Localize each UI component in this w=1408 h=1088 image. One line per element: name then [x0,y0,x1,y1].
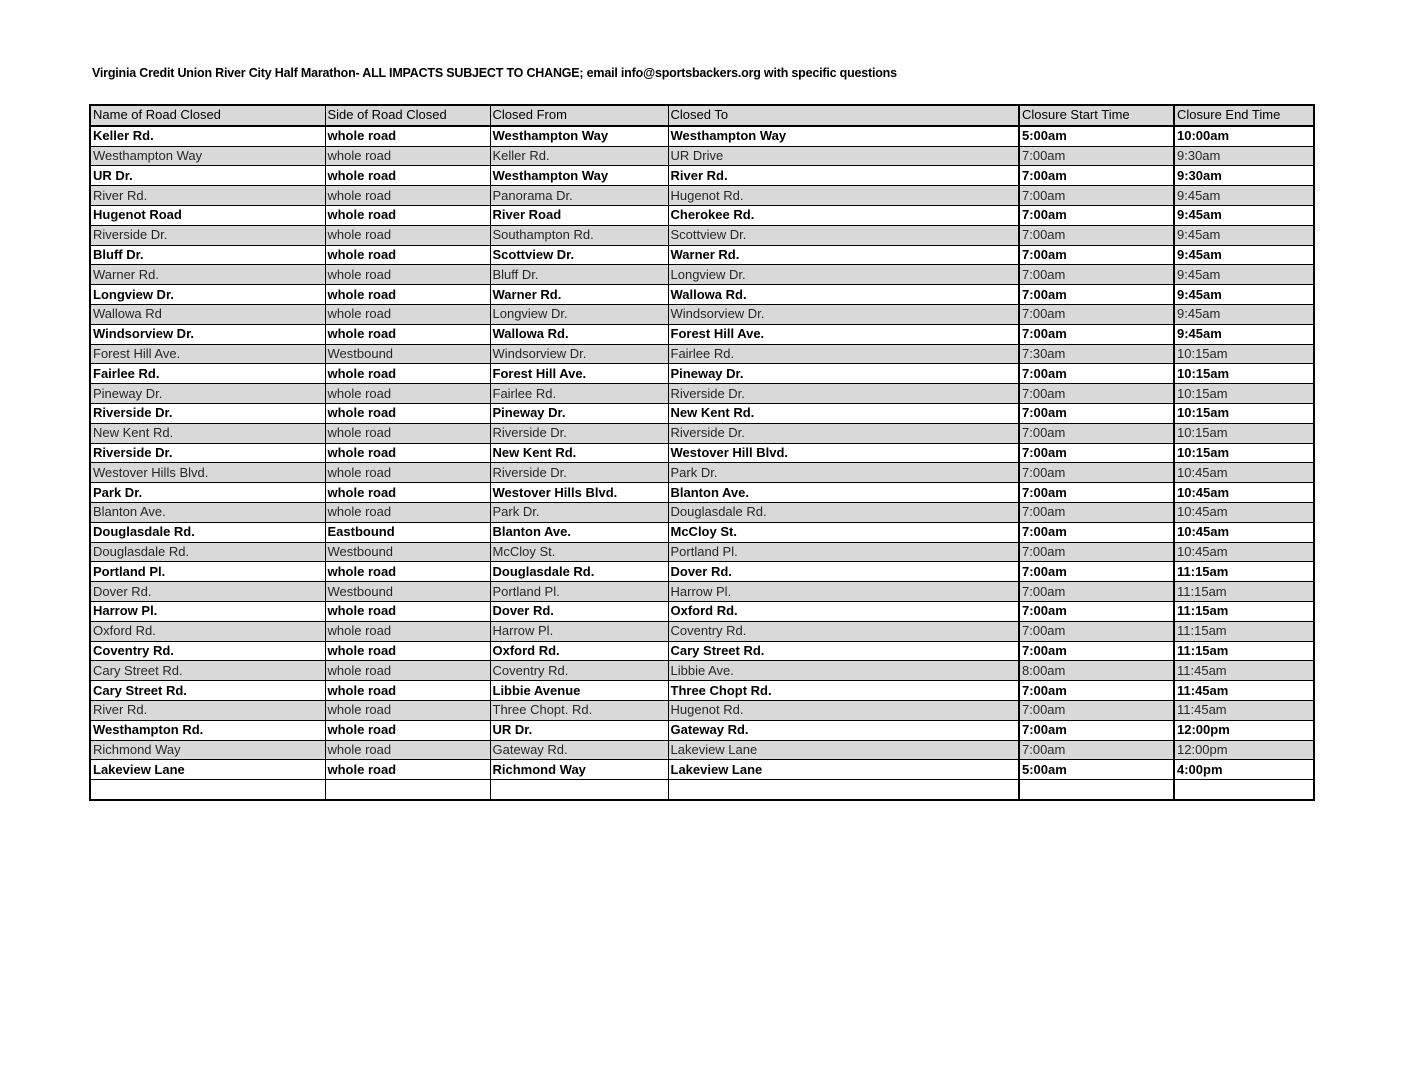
end-time-cell: 11:45am [1174,681,1314,701]
column-header-end-time: Closure End Time [1174,105,1314,126]
closed-to-cell: Wallowa Rd. [668,285,1019,305]
closed-from-cell: UR Dr. [490,720,668,740]
road-name-cell: Blanton Ave. [90,502,325,522]
side-cell: whole road [325,562,490,582]
start-time-cell: 7:00am [1019,621,1174,641]
closed-from-cell: Libbie Avenue [490,681,668,701]
table-row [90,483,1314,503]
table-row [90,463,1314,483]
road-name-cell: Fairlee Rd. [90,364,325,384]
closed-from-cell: Riverside Dr. [490,423,668,443]
road-name-cell: Douglasdale Rd. [90,542,325,562]
road-name-cell: Riverside Dr. [90,443,325,463]
end-time-cell: 10:15am [1174,384,1314,404]
closed-to-cell: Warner Rd. [668,245,1019,265]
table-row [90,364,1314,384]
end-time-cell: 9:45am [1174,245,1314,265]
start-time-cell: 7:00am [1019,601,1174,621]
start-time-cell: 7:00am [1019,582,1174,602]
closed-from-cell: Westhampton Way [490,166,668,186]
end-time-cell: 10:45am [1174,502,1314,522]
table-row [90,681,1314,701]
closed-from-cell: Riverside Dr. [490,463,668,483]
start-time-cell: 7:00am [1019,304,1174,324]
side-cell: whole road [325,265,490,285]
table-row [90,720,1314,740]
side-cell: whole road [325,205,490,225]
road-name-cell: Bluff Dr. [90,245,325,265]
side-cell: whole road [325,304,490,324]
empty-cell [1174,780,1314,800]
side-cell: whole road [325,186,490,206]
table-row [90,403,1314,423]
closed-from-cell: Blanton Ave. [490,522,668,542]
end-time-cell: 11:15am [1174,582,1314,602]
start-time-cell: 7:00am [1019,483,1174,503]
table-row [90,760,1314,780]
table-row [90,384,1314,404]
start-time-cell: 7:00am [1019,740,1174,760]
closed-from-cell: Harrow Pl. [490,621,668,641]
table-row [90,166,1314,186]
road-name-cell: Windsorview Dr. [90,324,325,344]
column-header-closed-from: Closed From [490,105,668,126]
closed-to-cell: Coventry Rd. [668,621,1019,641]
road-name-cell: Warner Rd. [90,265,325,285]
end-time-cell: 10:45am [1174,463,1314,483]
end-time-cell: 9:45am [1174,324,1314,344]
closed-from-cell: Three Chopt. Rd. [490,700,668,720]
road-name-cell: Hugenot Road [90,205,325,225]
end-time-cell: 9:45am [1174,186,1314,206]
side-cell: whole road [325,245,490,265]
table-row [90,186,1314,206]
closed-to-cell: Cary Street Rd. [668,641,1019,661]
table-row [90,562,1314,582]
table-row [90,245,1314,265]
table-row [90,502,1314,522]
table-row [90,146,1314,166]
road-name-cell: Park Dr. [90,483,325,503]
closed-to-cell: Longview Dr. [668,265,1019,285]
closed-from-cell: Longview Dr. [490,304,668,324]
closed-from-cell: New Kent Rd. [490,443,668,463]
road-name-cell: Riverside Dr. [90,225,325,245]
start-time-cell: 7:00am [1019,186,1174,206]
closed-to-cell: Hugenot Rd. [668,186,1019,206]
start-time-cell: 7:00am [1019,641,1174,661]
column-header-road-name: Name of Road Closed [90,105,325,126]
table-row [90,423,1314,443]
start-time-cell: 7:30am [1019,344,1174,364]
side-cell: whole road [325,285,490,305]
start-time-cell: 7:00am [1019,364,1174,384]
side-cell: whole road [325,166,490,186]
table-row [90,542,1314,562]
table-row [90,522,1314,542]
column-header-closed-to: Closed To [668,105,1019,126]
column-header-side: Side of Road Closed [325,105,490,126]
start-time-cell: 7:00am [1019,522,1174,542]
table-row [90,225,1314,245]
closed-to-cell: Windsorview Dr. [668,304,1019,324]
closed-to-cell: Harrow Pl. [668,582,1019,602]
closed-to-cell: Westhampton Way [668,126,1019,146]
side-cell: whole road [325,681,490,701]
start-time-cell: 7:00am [1019,265,1174,285]
end-time-cell: 10:15am [1174,423,1314,443]
side-cell: whole road [325,324,490,344]
closed-from-cell: Forest Hill Ave. [490,364,668,384]
end-time-cell: 9:45am [1174,285,1314,305]
start-time-cell: 5:00am [1019,126,1174,146]
closed-from-cell: Coventry Rd. [490,661,668,681]
closed-to-cell: McCloy St. [668,522,1019,542]
closed-from-cell: Park Dr. [490,502,668,522]
closed-from-cell: Douglasdale Rd. [490,562,668,582]
closed-to-cell: Fairlee Rd. [668,344,1019,364]
side-cell: whole road [325,720,490,740]
table-row [90,443,1314,463]
closed-to-cell: Scottview Dr. [668,225,1019,245]
road-name-cell: Dover Rd. [90,582,325,602]
side-cell: whole road [325,483,490,503]
closed-to-cell: Riverside Dr. [668,423,1019,443]
closed-to-cell: UR Drive [668,146,1019,166]
closed-from-cell: Fairlee Rd. [490,384,668,404]
table-row [90,205,1314,225]
end-time-cell: 11:15am [1174,562,1314,582]
road-name-cell: Longview Dr. [90,285,325,305]
end-time-cell: 9:45am [1174,225,1314,245]
road-name-cell: UR Dr. [90,166,325,186]
side-cell: Westbound [325,542,490,562]
empty-cell [1019,780,1174,800]
end-time-cell: 9:45am [1174,205,1314,225]
end-time-cell: 10:15am [1174,443,1314,463]
side-cell: Westbound [325,344,490,364]
start-time-cell: 7:00am [1019,502,1174,522]
closed-to-cell: Three Chopt Rd. [668,681,1019,701]
road-name-cell: Wallowa Rd [90,304,325,324]
end-time-cell: 4:00pm [1174,760,1314,780]
closed-to-cell: Pineway Dr. [668,364,1019,384]
closed-to-cell: Westover Hill Blvd. [668,443,1019,463]
start-time-cell: 7:00am [1019,542,1174,562]
road-name-cell: Harrow Pl. [90,601,325,621]
start-time-cell: 7:00am [1019,700,1174,720]
road-name-cell: River Rd. [90,186,325,206]
empty-cell [325,780,490,800]
start-time-cell: 7:00am [1019,225,1174,245]
end-time-cell: 10:15am [1174,364,1314,384]
end-time-cell: 10:45am [1174,542,1314,562]
end-time-cell: 11:15am [1174,641,1314,661]
side-cell: Westbound [325,582,490,602]
road-name-cell: Richmond Way [90,740,325,760]
road-name-cell: Westhampton Way [90,146,325,166]
closed-from-cell: Richmond Way [490,760,668,780]
closed-from-cell: Pineway Dr. [490,403,668,423]
table-row [90,621,1314,641]
closed-from-cell: Southampton Rd. [490,225,668,245]
empty-cell [90,780,325,800]
closed-from-cell: Dover Rd. [490,601,668,621]
road-name-cell: Oxford Rd. [90,621,325,641]
road-name-cell: River Rd. [90,700,325,720]
header-row [90,105,1314,126]
end-time-cell: 11:45am [1174,700,1314,720]
table-row [90,700,1314,720]
closed-from-cell: Keller Rd. [490,146,668,166]
side-cell: whole road [325,601,490,621]
end-time-cell: 11:15am [1174,601,1314,621]
end-time-cell: 10:15am [1174,403,1314,423]
closed-to-cell: Portland Pl. [668,542,1019,562]
closed-from-cell: Westover Hills Blvd. [490,483,668,503]
start-time-cell: 7:00am [1019,146,1174,166]
side-cell: whole road [325,463,490,483]
table-row [90,641,1314,661]
end-time-cell: 12:00pm [1174,740,1314,760]
closed-to-cell: New Kent Rd. [668,403,1019,423]
column-header-start-time: Closure Start Time [1019,105,1174,126]
end-time-cell: 9:45am [1174,304,1314,324]
start-time-cell: 7:00am [1019,423,1174,443]
closed-to-cell: Lakeview Lane [668,740,1019,760]
side-cell: whole road [325,502,490,522]
closed-to-cell: Forest Hill Ave. [668,324,1019,344]
closed-from-cell: Gateway Rd. [490,740,668,760]
side-cell: whole road [325,225,490,245]
road-name-cell: Westover Hills Blvd. [90,463,325,483]
road-name-cell: Westhampton Rd. [90,720,325,740]
table-row [90,285,1314,305]
empty-table-row [90,780,1314,800]
side-cell: whole road [325,661,490,681]
road-name-cell: Cary Street Rd. [90,661,325,681]
side-cell: whole road [325,384,490,404]
closed-from-cell: Warner Rd. [490,285,668,305]
side-cell: whole road [325,146,490,166]
start-time-cell: 7:00am [1019,384,1174,404]
end-time-cell: 10:15am [1174,344,1314,364]
start-time-cell: 7:00am [1019,205,1174,225]
end-time-cell: 11:15am [1174,621,1314,641]
end-time-cell: 12:00pm [1174,720,1314,740]
road-name-cell: Douglasdale Rd. [90,522,325,542]
closed-from-cell: Scottview Dr. [490,245,668,265]
closed-from-cell: Portland Pl. [490,582,668,602]
road-name-cell: Coventry Rd. [90,641,325,661]
end-time-cell: 10:45am [1174,483,1314,503]
start-time-cell: 7:00am [1019,324,1174,344]
empty-cell [490,780,668,800]
start-time-cell: 8:00am [1019,661,1174,681]
end-time-cell: 10:00am [1174,126,1314,146]
closed-from-cell: Oxford Rd. [490,641,668,661]
end-time-cell: 9:30am [1174,146,1314,166]
closed-from-cell: Bluff Dr. [490,265,668,285]
closed-to-cell: Lakeview Lane [668,760,1019,780]
closed-to-cell: River Rd. [668,166,1019,186]
side-cell: whole road [325,700,490,720]
closed-from-cell: River Road [490,205,668,225]
table-row [90,126,1314,146]
closed-to-cell: Dover Rd. [668,562,1019,582]
side-cell: whole road [325,641,490,661]
start-time-cell: 7:00am [1019,720,1174,740]
start-time-cell: 7:00am [1019,403,1174,423]
road-name-cell: Riverside Dr. [90,403,325,423]
start-time-cell: 7:00am [1019,166,1174,186]
side-cell: whole road [325,423,490,443]
road-name-cell: Forest Hill Ave. [90,344,325,364]
start-time-cell: 7:00am [1019,285,1174,305]
table-row [90,582,1314,602]
closed-from-cell: Westhampton Way [490,126,668,146]
table-row [90,601,1314,621]
end-time-cell: 10:45am [1174,522,1314,542]
table-row [90,661,1314,681]
side-cell: whole road [325,126,490,146]
start-time-cell: 7:00am [1019,463,1174,483]
closed-to-cell: Park Dr. [668,463,1019,483]
closed-to-cell: Hugenot Rd. [668,700,1019,720]
closed-to-cell: Oxford Rd. [668,601,1019,621]
closed-to-cell: Gateway Rd. [668,720,1019,740]
table-row [90,304,1314,324]
end-time-cell: 9:45am [1174,265,1314,285]
start-time-cell: 7:00am [1019,443,1174,463]
table-row [90,324,1314,344]
closed-from-cell: Windsorview Dr. [490,344,668,364]
table-row [90,740,1314,760]
closed-to-cell: Douglasdale Rd. [668,502,1019,522]
side-cell: Eastbound [325,522,490,542]
start-time-cell: 7:00am [1019,681,1174,701]
road-name-cell: Keller Rd. [90,126,325,146]
end-time-cell: 11:45am [1174,661,1314,681]
closed-from-cell: McCloy St. [490,542,668,562]
start-time-cell: 7:00am [1019,245,1174,265]
road-name-cell: Cary Street Rd. [90,681,325,701]
closed-to-cell: Cherokee Rd. [668,205,1019,225]
side-cell: whole road [325,443,490,463]
table-row [90,265,1314,285]
table-body [90,126,1314,800]
table-row [90,344,1314,364]
empty-cell [668,780,1019,800]
end-time-cell: 9:30am [1174,166,1314,186]
road-name-cell: New Kent Rd. [90,423,325,443]
start-time-cell: 5:00am [1019,760,1174,780]
side-cell: whole road [325,740,490,760]
road-name-cell: Portland Pl. [90,562,325,582]
road-closures-table [89,104,1315,801]
closed-to-cell: Libbie Ave. [668,661,1019,681]
closed-from-cell: Panorama Dr. [490,186,668,206]
document-title: Virginia Credit Union River City Half Marathon- ALL IMPACTS SUBJECT TO CHANGE; email info@sportsbackers.org with specific questions [92,66,897,80]
start-time-cell: 7:00am [1019,562,1174,582]
side-cell: whole road [325,760,490,780]
side-cell: whole road [325,403,490,423]
road-name-cell: Pineway Dr. [90,384,325,404]
side-cell: whole road [325,364,490,384]
closed-to-cell: Riverside Dr. [668,384,1019,404]
side-cell: whole road [325,621,490,641]
road-name-cell: Lakeview Lane [90,760,325,780]
closed-from-cell: Wallowa Rd. [490,324,668,344]
closed-to-cell: Blanton Ave. [668,483,1019,503]
